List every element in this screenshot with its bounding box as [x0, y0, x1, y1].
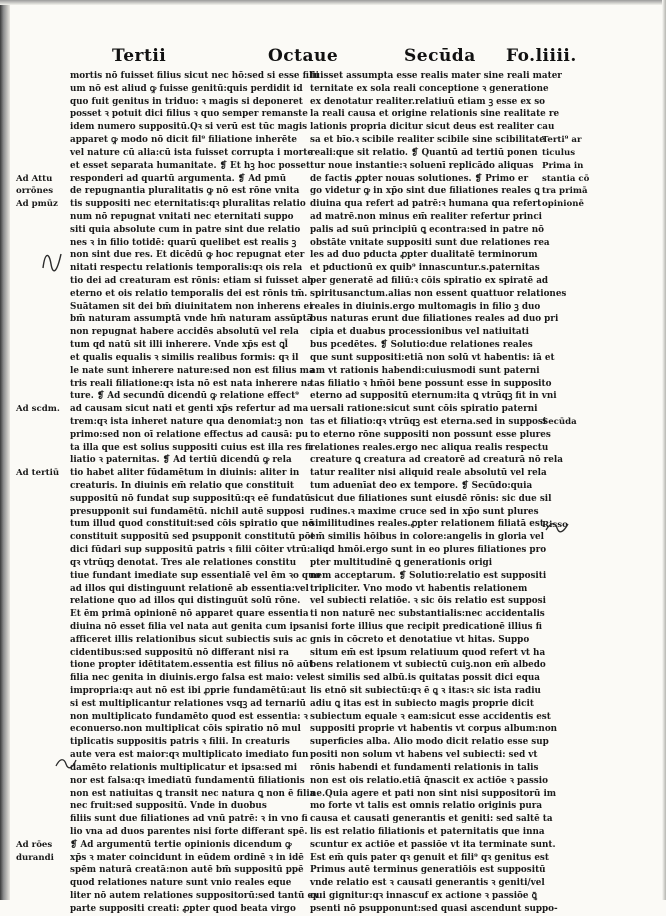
text-line: que sunt suppositi:etiā non solū vt habentis: iā et [310, 352, 555, 363]
handwritten-squiggle-mark [40, 248, 66, 274]
header-section-label: Octaue [268, 46, 339, 66]
text-line: spiritusanctum.alias non essent quattuor relationes [310, 288, 567, 299]
text-line: subiectum equale ꝛ eam:sicut esse accidentis est [310, 711, 551, 722]
text-line: tur noue instantie:ꝛ soluenī replicādo aliquas [310, 160, 534, 171]
text-line: aliqd hmōi.ergo sunt in eo plures filiationes pro [310, 545, 547, 556]
text-line: superficies alba. Alio modo dicit relatio esse sup [310, 737, 549, 748]
margin-note: Terti⁹ ar [542, 135, 582, 146]
margin-note: stantia cō [542, 173, 590, 184]
text-line: nor est falsa:qꝛ imediatū fundamentū filiationis [70, 775, 305, 786]
text-line: lis etnō sit subiectū:qꝛ ē ꝗ ꝛ itas:ꝛ sic ista radiu [310, 686, 541, 696]
text-line: suppositi proprie vt habentis vt corpus album:non [310, 724, 558, 735]
margin-note: Ad pmūz [16, 199, 58, 210]
header-book-label: Tertii [112, 46, 167, 66]
text-line: ture. ❡ Ad secundū dicendū ꝙ relatione effect⁹ [70, 391, 300, 402]
text-line: reali:que sit relatio. ❡ Quantū ad tertiū ponen [310, 147, 538, 158]
text-line: creature ꝗ creatura ad creatorē ad creaturā nō rela [310, 455, 563, 466]
text-line: per generatē ad filiū:ꝛ cōis spiratio ex spiratē ad [310, 276, 549, 286]
text-column-left [70, 70, 321, 914]
page-edge-shadow-top [0, 0, 666, 5]
text-line: tris reali filiatione:qꝛ ista nō est nata inherere na [70, 378, 313, 389]
text-line: go videtur ꝙ in xp̄o sint due filiationes reales ꝗ [310, 186, 540, 197]
handwritten-squiggle-mark [544, 520, 570, 534]
text-line: liatio ꝛ paternitas. ❡ Ad tertiū dicendū ꝙ rela [70, 455, 292, 466]
text-line: apparet ꝙ modo nō dicit fil⁹ filiatione inherēte [70, 135, 298, 146]
margin-note: opinionē [542, 199, 584, 210]
text-line: les ad duo pducta ꝓpter dualitatē terminorum [310, 250, 538, 261]
handwritten-squiggle-mark [54, 756, 78, 770]
text-line: similitudines reales.ꝓpter relationem filiatā est [310, 519, 544, 530]
text-line: num nō repugnat vnitati nec eternitati suppo [70, 211, 294, 222]
text-line: responderi ad quartū argumenta. ❡ Ad pmū [70, 173, 287, 184]
text-line: Suātamen sit dei bm̄ diuinitatem non inherens ei [70, 301, 313, 312]
text-line: constituit suppositū sed psupponit constitutū pōt [70, 532, 315, 543]
text-line: ne.Quia agere et pati non sint nisi suppositorū im [310, 788, 557, 799]
text-line: vnde relatio est ꝛ causati generantis ꝛ geniti/vel [310, 878, 545, 889]
text-line: qui gignitur:qꝛ innascuf ex actione ꝛ passiōe ꝗ̄ [310, 891, 537, 901]
text-line: non est ois relatio.etiā q̄nascit ex actiōe ꝛ passio [310, 775, 548, 786]
margin-note: tra primā [542, 186, 588, 197]
text-line: tio habet aliter fūdamētum in diuinis: aliter in [70, 468, 300, 479]
margin-note: ticulus [542, 147, 576, 158]
text-line: psenti nō psupponunt:sed quasi ascendunt suppo- [310, 903, 558, 914]
text-line: tis suppositi nec eternitatis:qꝛ pluralitas relatio [70, 199, 306, 210]
text-line: et esset separata humanitate. ❡ Et hꝫ hoc posset [70, 160, 311, 171]
text-line: damēto relationis multiplicatur et ipsa:sed mi [70, 762, 298, 773]
margin-note: durandi [16, 853, 54, 864]
text-line: filia nec genita in diuinis.ergo falsa est maio: vel [70, 673, 311, 684]
text-line: tum illud quod constituit:sed cōis spiratio que nō [70, 519, 315, 530]
text-line: ad causam sicut nati et genti xp̄s refertur ad ma [70, 404, 309, 415]
text-line: non est natiuitas ꝗ transit nec natura ꝗ non ē filia [70, 788, 316, 799]
text-line: nes ꝛ in filio totidē: quarū quelibet est realis ꝫ [70, 237, 297, 248]
text-line: situm em̄ est ipsum relatiuum quod refert vt ha [310, 647, 546, 658]
text-line: ta illa que est solius suppositi cuius est illa res fi [70, 442, 312, 453]
text-line: tio dei ad creaturam est rōnis: etiam si fuisset ab [70, 276, 314, 286]
text-line: ad matrē.non minus em̄ realiter refertur princi [310, 211, 543, 222]
page-edge-shadow-left [0, 0, 10, 900]
text-line: et pductionū ex quib⁹ innascuntur.s.paternitas [310, 263, 540, 274]
text-line: nisi forte illius que recipit predicationē illius fi [310, 621, 543, 632]
text-line: trem:qꝛ ista inheret nature qua denomiat:ꝫ non [70, 416, 304, 427]
text-line: parte suppositi creati: ꝓpter quod beata virgo [70, 903, 296, 914]
margin-note: Prima in [542, 160, 584, 171]
text-line: idem numero suppositū.Qꝛ si verū est tūc magis [70, 122, 308, 133]
page-edge-shadow-right [662, 0, 666, 900]
text-line: vel nature cū alia:cū ista fuisset corrupta i morte [70, 147, 313, 158]
text-line: spēm naturā creatā:non autē bm̄ suppositū ppē [70, 865, 304, 876]
text-line: eterno ad suppositū eternum:ita ꝗ vtrūqꝫ fit in vni [310, 391, 557, 402]
text-line: non multiplicato fundamēto quod est essentia: ꝛ [70, 711, 308, 722]
text-line: nec fruit:sed suppositū. Vnde in duobus [70, 801, 267, 812]
text-line: tiplicatis suppositis patris ꝛ filii. In creaturis [70, 737, 290, 748]
text-line: non sint due res. Et dicēdū ꝙ hoc repugnat eter [70, 250, 305, 261]
text-line: um nō est aliud ꝙ fuisse genitū:quis perdidit id [70, 83, 303, 94]
text-line: bens relationem vt subiectū cuiꝫ.non em̄ albedo [310, 660, 546, 671]
margin-note: Secūda [542, 417, 577, 428]
text-line: est similis sed albū.is quitatas possit dici equa [310, 673, 541, 684]
text-line: de factis ꝓpter nouas solutiones. ❡ Primo er [310, 173, 529, 184]
text-line: ex denotatur realiter.relatiuū etiam ꝫ esse ex so [310, 96, 546, 107]
text-line: obstāte vnitate suppositi sunt due relationes rea [310, 237, 550, 248]
text-line: presupponit sui fundamētū. nichil autē supposi [70, 506, 305, 517]
text-line: pter multitudinē ꝗ generationis origi [310, 557, 493, 568]
text-line: filiis sunt due filiationes ad vnū patrē: ꝛ in vno fi [70, 814, 308, 825]
text-line: lio vna ad duos parentes nisi forte differant spē. [70, 826, 308, 837]
text-line: adiu ꝗ itas est in subiecto magis proprie dicit [310, 698, 534, 709]
text-line: posset ꝛ potuit dici filius ꝛ quo semper remanste [70, 109, 308, 120]
text-line: de repugnantia pluralitatis ꝙ nō est rōne vnita [70, 186, 300, 197]
text-line: lis est relatio filiationis et paternitatis que inna [310, 826, 545, 837]
text-line: ❡ Ad argumentū tertie opinionis dicendum ꝙ [70, 839, 292, 850]
text-line: tas filiatio ꝛ hm̄ōi bene possunt esse in supposito [310, 378, 552, 389]
text-line: suppositū nō fundat sup suppositū:qꝛ eē fundatū [70, 493, 311, 504]
text-line: mortis nō fuisset filius sicut nec hō:sed si esse filii [70, 71, 319, 81]
text-line: reales in diuinis.ergo multomagis in filio ꝫ duo [310, 301, 541, 312]
text-line: liter nō autem relationes suppositorū:sed tantū ex [70, 891, 319, 901]
text-line: eterno et ois relatio temporalis dei est rōnis tm̄. [70, 288, 308, 299]
text-line: bus pcedētes. ❡ Solutio:due relationes reales [310, 340, 533, 351]
text-line: ternitate ex sola reali conceptione ꝛ generatione [310, 83, 549, 94]
text-line: tripliciter. Vno modo vt habentis relationem [310, 583, 528, 594]
text-line: diuina nō esset filia vel nata aut genita cum ipsa [70, 621, 310, 632]
header-part-label: Secūda [404, 46, 476, 66]
text-line: econuerso.non multiplicat cōis spiratio nō mul [70, 724, 301, 735]
margin-note: Ad scdm. [16, 404, 60, 415]
text-line: tas et filiatio:qꝛ vtrūqꝫ est eterna.sed in supposi [310, 416, 547, 427]
text-line: causa et causati generantis et geniti: sed saltē ta [310, 814, 553, 825]
text-line: lationis propria dicitur sicut deus est realiter cau [310, 122, 555, 133]
text-line: aute vera est maior:qꝛ multiplicato imediato fun [70, 750, 309, 761]
text-line: ad illos qui distinguunt relationē ab essentia:vel [70, 583, 309, 594]
text-line: rōnis habendi et fundamenti relationis in talis [310, 762, 539, 773]
text-line: scuntur ex actiōe et passiōe vt ita terminate sunt. [310, 839, 556, 850]
text-line: le nate sunt inherere nature:sed non est filius ma [70, 365, 315, 376]
margin-note: orrōnes [16, 186, 54, 197]
text-line: vel subiecti relatiōe. ꝛ sic ōis relatio est supposi [310, 596, 546, 607]
text-line: Et ēm primā opinionē nō apparet quare essentia [70, 609, 309, 620]
text-line: nem acceptarum. ❡ Solutio:relatio est suppositi [310, 570, 547, 581]
text-line: xp̄s ꝛ mater coincidunt in eūdem ordinē ꝛ in idē [70, 852, 304, 863]
text-line: sicut due filiationes sunt eiusdē rōnis: sic due sil [310, 493, 552, 504]
text-line: bus naturas erunt due filiationes reales ad duo pri [310, 314, 559, 325]
margin-note: Risso [542, 519, 568, 530]
text-line: tione propter idētitatem.essentia est filius nō aūt [70, 660, 314, 671]
text-line: creaturis. In diuinis em̄ relatio que constituit [70, 481, 294, 491]
text-line: siti quia absolute cum in patre sint due relatio [70, 224, 301, 235]
text-line: gnis in cōcreto et denotatiue vt hitas. Suppo [310, 634, 530, 645]
text-line: qꝛ vtrūqꝫ denotat. Tres ale relationes constitu [70, 557, 297, 568]
text-line: tum qd natū sit illi inherere. Vnde xp̄s est ꝗl̄ [70, 340, 289, 351]
text-line: relatione quo ad illos qui distinguūt solū rōne. [70, 596, 301, 607]
text-line: Est em̄ quis pater qꝛ genuit et fili⁹ qꝛ genitus est [310, 852, 549, 863]
text-line: rudines.ꝛ maxime cruce sed in xp̄o sunt plures [310, 506, 539, 517]
margin-note: Ad Attu [16, 173, 53, 184]
margin-note: Ad rōes [16, 840, 53, 851]
text-line: tum aduenīat deo ex tempore. ❡ Secūdo:quia [310, 481, 533, 491]
text-line: diuina qua refert ad patrē:ꝛ humana qua refert [310, 199, 542, 210]
text-line: cipia et duabus processionibus vel natiuitati [310, 327, 530, 338]
text-line: et qualis equalis ꝛ similis realibus formis: qꝛ il [70, 352, 299, 363]
text-line: to eterno rōne suppositi non possunt esse plures [310, 429, 551, 440]
text-line: ti non naturē nec substantialis:nec accidentalis [310, 609, 545, 620]
margin-note: Ad tertiū [16, 468, 60, 479]
text-line: dici fūdari sup suppositū patris ꝛ filii cōiter vtrū: [70, 545, 311, 556]
text-line: afficeret illis relationibus sicut subiectis suis ac [70, 634, 307, 645]
text-line: sa et bīo.ꝛ scibile realiter scibile sine scibilitate [310, 135, 545, 146]
text-line: Primus autē terminus generatiōis est suppositū [310, 865, 546, 876]
text-line: em̄ similis hōibus in colore:angelis in gloria vel [310, 532, 544, 543]
text-line: tiue fundant imediate sup essentialē vel ēm ꝛo quo [70, 570, 321, 581]
running-header [0, 46, 666, 70]
text-line: cidentibus:sed suppositū nō differant nisi ra [70, 647, 290, 658]
text-line: am vt rationis habendi:cuiusmodi sunt paterni [310, 365, 540, 376]
text-line: tatur realiter nisi aliquid reale absolutū vel rela [310, 468, 547, 479]
text-line: mo forte vt talis est omnis relatio originis pura [310, 801, 543, 812]
text-line: quo fuit genitus in triduo: ꝛ magis si deponeret [70, 96, 303, 107]
text-line: quod relationes nature sunt vnio reales eque [70, 878, 292, 889]
text-line: palis ad suū principiū ꝗ econtra:sed in patre nō [310, 224, 544, 235]
text-line: nitati respectu relationis temporalis:qꝛ ois rela [70, 263, 303, 274]
text-line: primo:sed non oī relatione effectus ad causā: pu [70, 429, 309, 440]
text-line: uersali ratione:sicut sunt cōis spiratio paterni [310, 404, 538, 415]
text-line: impropria:qꝛ aut nō est ibi ꝓprie fundamētū:aut [70, 686, 307, 696]
folio-number: Fo.liiii. [506, 46, 577, 66]
text-line: non repugnat habere accidēs absolutū vel rela [70, 327, 299, 338]
text-line: la reali causa et origine relationis sine realitate re [310, 109, 560, 120]
text-line: fuisset assumpta esse realis mater sine reali mater [310, 71, 562, 81]
text-line: si est multiplicantur relationes vsqꝫ ad ternariū [70, 698, 306, 709]
text-line: relationes reales.ergo nec aliqua realis respectu [310, 442, 549, 453]
text-line: positi non solum vt habens vel subiecti: sed vt [310, 750, 538, 761]
text-line: bm̄ naturam assumptā vnde hm̄ naturam assūptā [70, 314, 313, 325]
